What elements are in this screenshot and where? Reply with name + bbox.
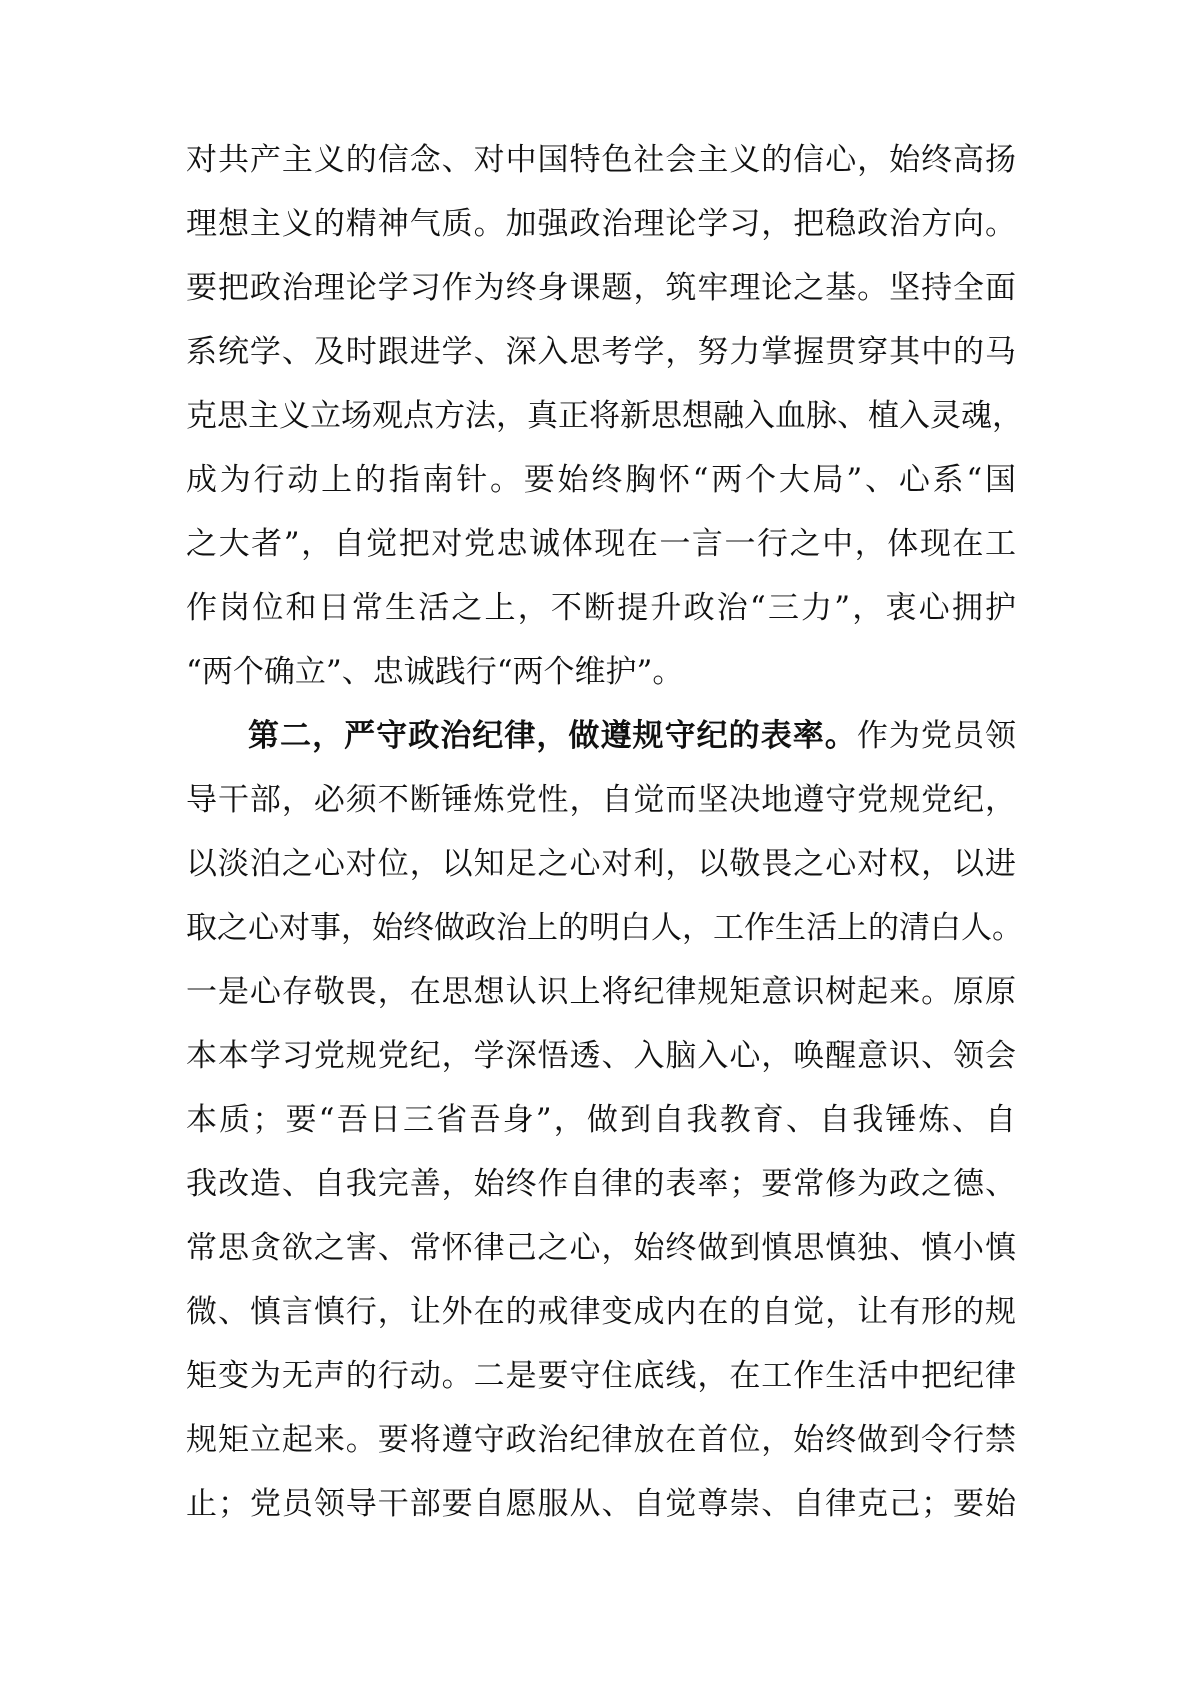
text-line: 我改造、自我完善，始终作自律的表率；要常修为政之德、	[186, 1166, 1016, 1202]
text-line: 导干部，必须不断锤炼党性，自觉而坚决地遵守党规党纪，	[186, 782, 1016, 818]
text-line: 之大者”，自觉把对党忠诚体现在一言一行之中，体现在工	[186, 526, 1016, 562]
text-line: 常思贪欲之害、常怀律己之心，始终做到慎思慎独、慎小慎	[186, 1230, 1016, 1266]
text-line: 对共产主义的信念、对中国特色社会主义的信心，始终高扬	[186, 142, 1016, 178]
paragraph-2	[186, 704, 1023, 1536]
text-line: “两个确立”、忠诚践行“两个维护”。	[186, 654, 684, 690]
text-line: 克思主义立场观点方法，真正将新思想融入血脉、植入灵魂，	[186, 398, 1023, 434]
text-line: 一是心存敬畏，在思想认识上将纪律规矩意识树起来。原原	[186, 974, 1016, 1010]
section-heading: 第二，严守政治纪律，做遵规守纪的表率。	[248, 718, 857, 754]
text-line: 理想主义的精神气质。加强政治理论学习，把稳政治方向。	[186, 206, 1016, 242]
text-line: 规矩立起来。要将遵守政治纪律放在首位，始终做到令行禁	[186, 1422, 1016, 1458]
text-line: 以淡泊之心对位，以知足之心对利，以敬畏之心对权，以进	[186, 846, 1016, 882]
text-line: 微、慎言慎行，让外在的戒律变成内在的自觉，让有形的规	[186, 1294, 1016, 1330]
text-line: 止；党员领导干部要自愿服从、自觉尊崇、自律克己；要始	[186, 1486, 1016, 1522]
text-line: 成为行动上的指南针。要始终胸怀“两个大局”、心系“国	[186, 462, 1016, 498]
text-line: 矩变为无声的行动。二是要守住底线，在工作生活中把纪律	[186, 1358, 1016, 1394]
document-body	[186, 128, 1023, 1536]
text-line: 本本学习党规党纪，学深悟透、入脑入心，唤醒意识、领会	[186, 1038, 1016, 1074]
text-line: 要把政治理论学习作为终身课题，筑牢理论之基。坚持全面	[186, 270, 1016, 306]
text-line: 作岗位和日常生活之上，不断提升政治“三力”，衷心拥护	[186, 590, 1016, 626]
text-line: 本质；要“吾日三省吾身”，做到自我教育、自我锤炼、自	[186, 1102, 1016, 1138]
text-line: 取之心对事，始终做政治上的明白人，工作生活上的清白人。	[186, 910, 1023, 946]
text-line	[186, 704, 1016, 768]
heading-continuation: 作为党员领	[856, 718, 1017, 754]
text-line: 系统学、及时跟进学、深入思考学，努力掌握贯穿其中的马	[186, 334, 1016, 370]
paragraph-1	[186, 128, 1023, 704]
